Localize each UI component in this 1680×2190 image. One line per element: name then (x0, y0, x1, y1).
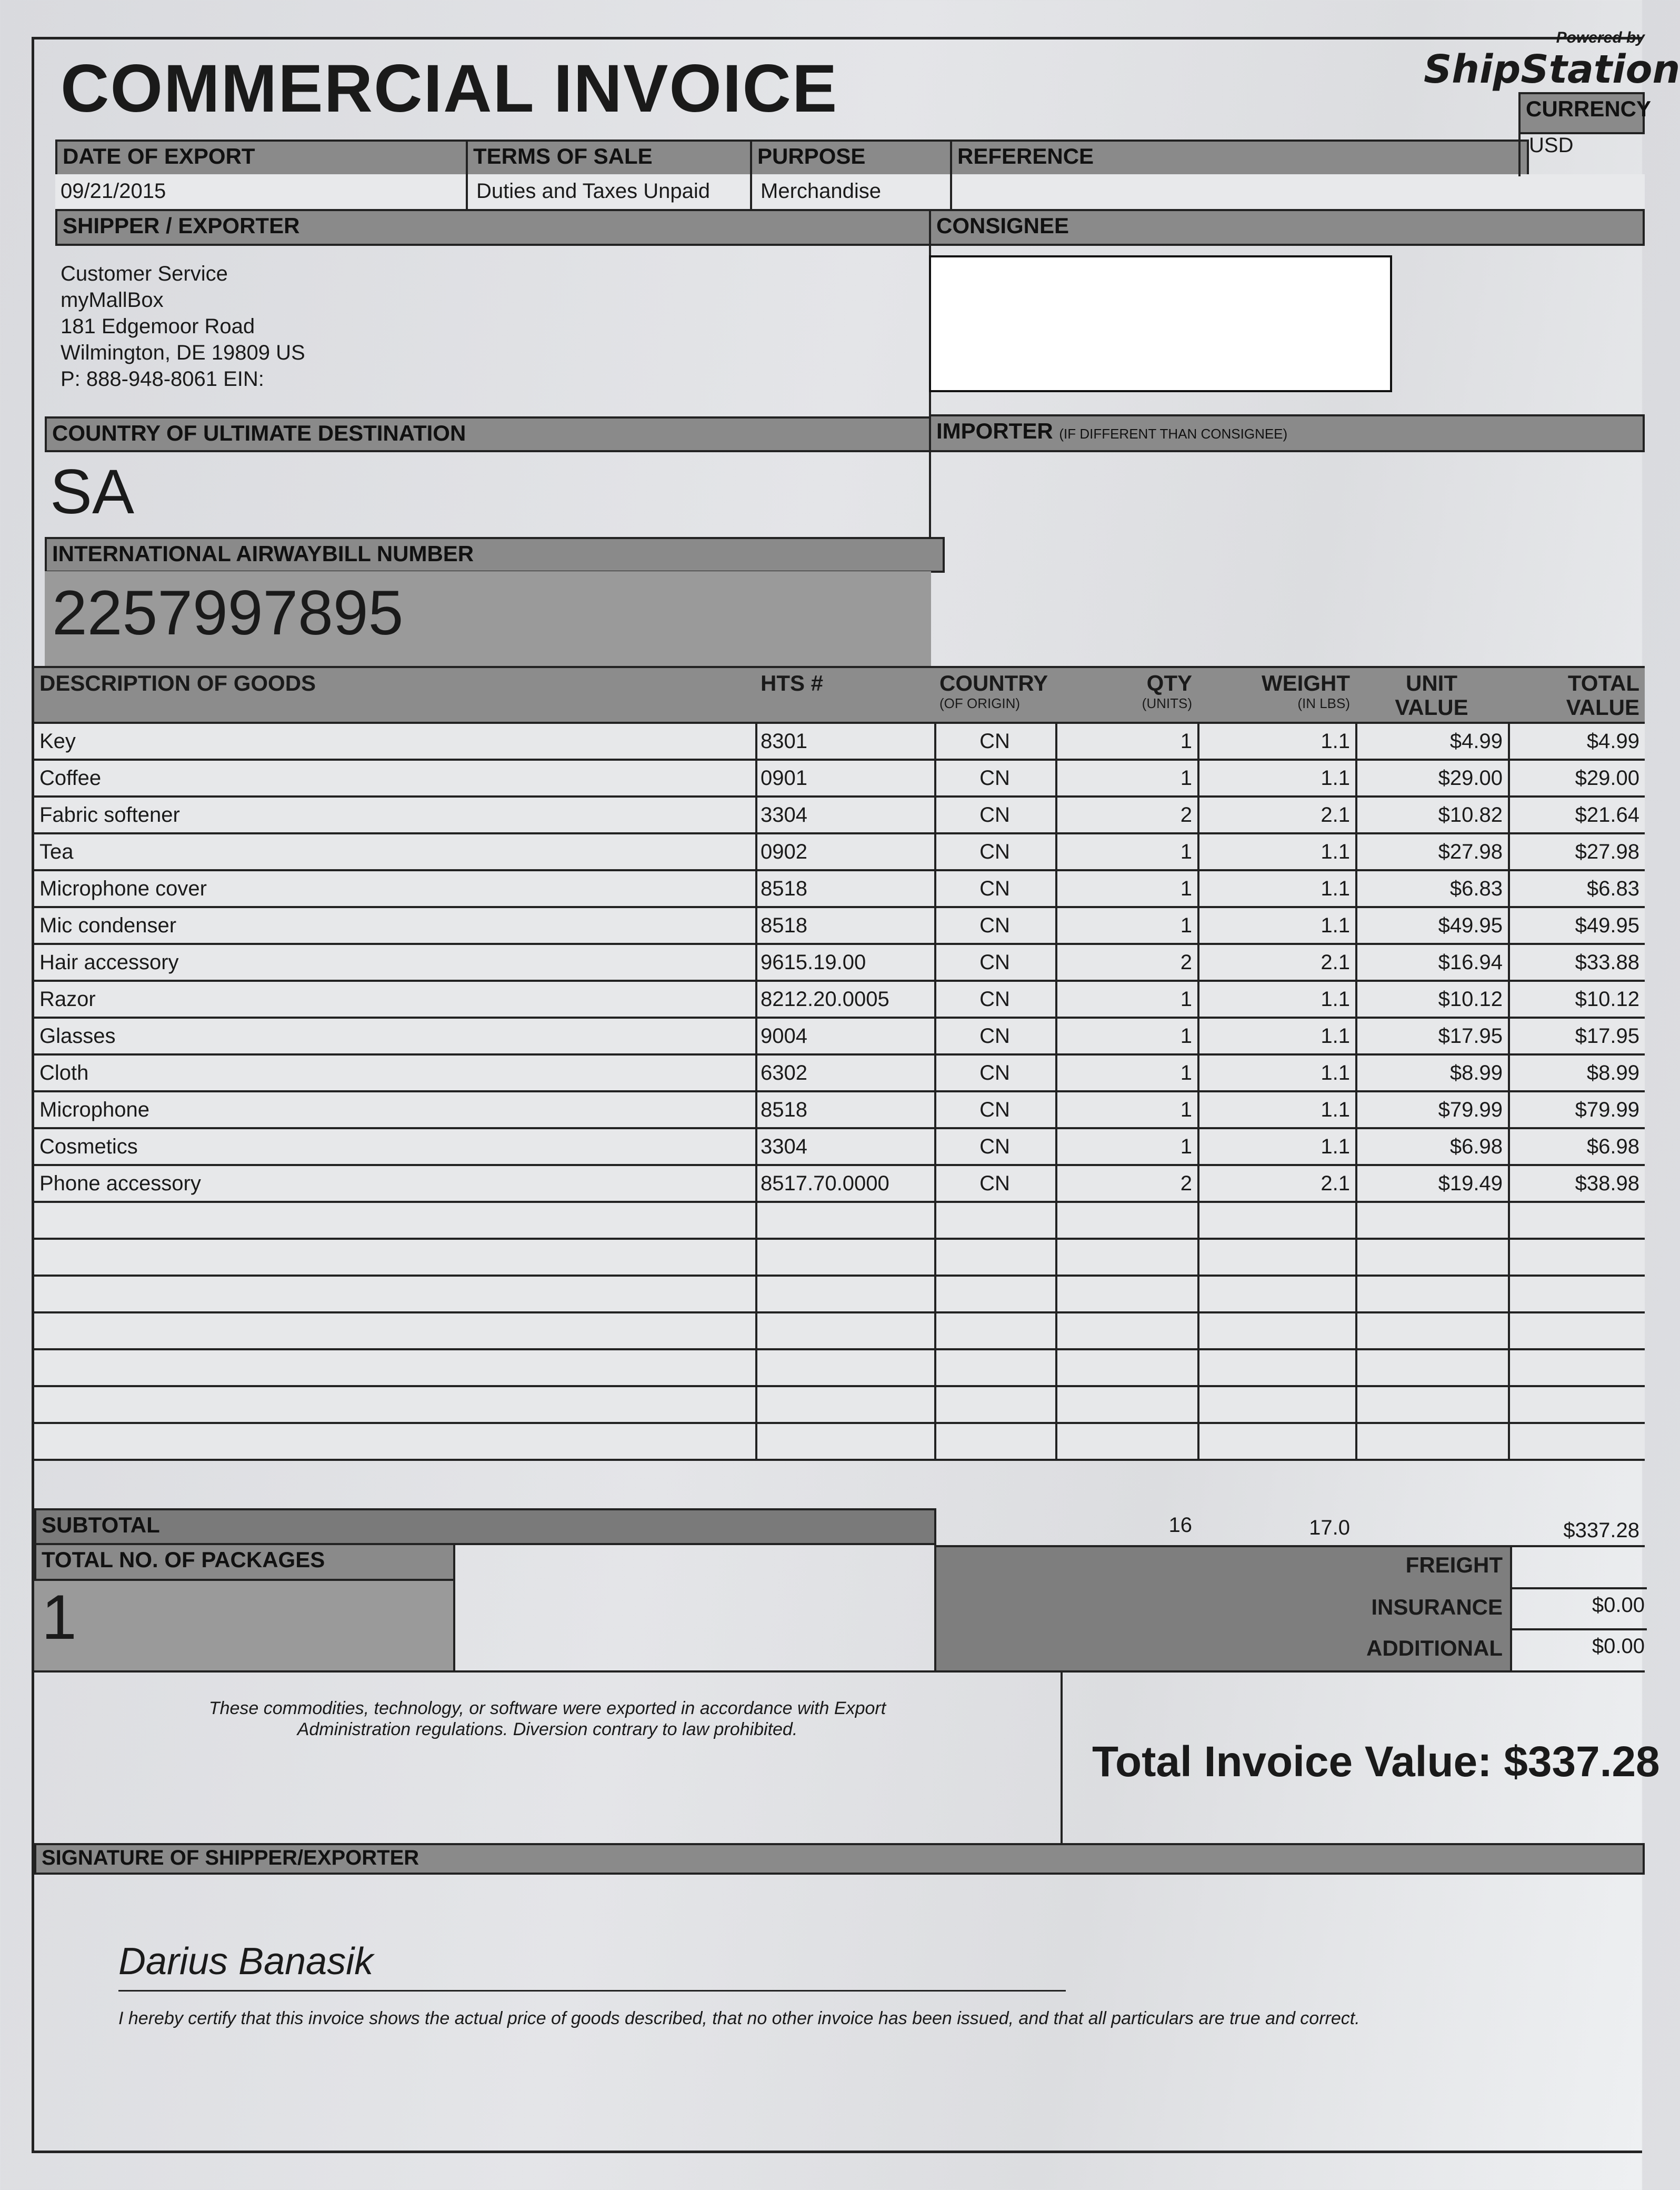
signature-label: SIGNATURE OF SHIPPER/EXPORTER (34, 1843, 1645, 1875)
cell-total-value: $21.64 (1575, 803, 1639, 827)
cell-weight: 1.1 (1321, 1061, 1350, 1084)
cell-weight: 1.1 (1321, 1024, 1350, 1048)
airwaybill-value: 2257997895 (52, 578, 404, 648)
cell-unit-value: $17.95 (1438, 1024, 1503, 1048)
cell-unit-value (1355, 1424, 1508, 1459)
cell-weight: 1.1 (1321, 766, 1350, 790)
table-row (34, 724, 1645, 761)
cell-unit-value (1355, 1387, 1508, 1422)
signature-name: Darius Banasik (118, 1940, 374, 1983)
cell-total-value: $49.95 (1575, 914, 1639, 937)
purpose-label: PURPOSE (750, 140, 961, 176)
column-divider (1197, 724, 1199, 1461)
cell-hts: 8518 (761, 1098, 807, 1121)
cell-description: Tea (39, 840, 74, 863)
cell-description: Hair accessory (39, 951, 179, 974)
date-of-export-label: DATE OF EXPORT (55, 140, 476, 176)
shipper-line: myMallBox (61, 288, 164, 312)
cell-weight (1197, 1313, 1355, 1348)
cell-unit-value (1355, 1203, 1508, 1238)
cell-total-value: $33.88 (1575, 951, 1639, 974)
col-description: DESCRIPTION OF GOODS (39, 671, 316, 695)
cell-weight (1197, 1203, 1355, 1238)
table-row (34, 982, 1645, 1019)
cell-qty: 1 (1180, 766, 1192, 790)
cell-total-value: $6.83 (1586, 877, 1639, 900)
cell-country: CN (979, 1172, 1010, 1195)
brand-name: ShipStation (1424, 47, 1680, 92)
table-row (34, 1313, 1645, 1350)
cell-weight: 2.1 (1321, 803, 1350, 827)
cell-unit-value (1355, 1350, 1508, 1385)
cell-hts (755, 1203, 934, 1238)
insurance-value: $0.00 (1592, 1594, 1645, 1617)
col-weight-label: WEIGHT (1262, 671, 1350, 695)
goods-table-header (34, 666, 1645, 724)
table-row (34, 1166, 1645, 1203)
cell-hts: 8518 (761, 914, 807, 937)
cell-total-value (1508, 1313, 1645, 1348)
table-row (34, 761, 1645, 798)
packages-value: 1 (42, 1582, 77, 1653)
cell-hts (755, 1350, 934, 1385)
col-weight (1197, 668, 1355, 714)
cell-country: CN (979, 951, 1010, 974)
cell-country: CN (979, 988, 1010, 1011)
col-qty-sub: (UNITS) (1142, 695, 1192, 711)
column-divider (1508, 724, 1510, 1461)
cell-country (934, 1203, 1055, 1238)
additional-value: $0.00 (1592, 1635, 1645, 1658)
cell-weight: 1.1 (1321, 1098, 1350, 1121)
cell-total-value: $10.12 (1575, 988, 1639, 1011)
compliance-statement (139, 1698, 955, 1740)
cell-description (34, 1350, 755, 1385)
col-qty (1055, 668, 1197, 714)
cell-country (934, 1240, 1055, 1275)
cell-weight: 2.1 (1321, 951, 1350, 974)
cell-country: CN (979, 1135, 1010, 1158)
col-unit-value-1: UNIT (1406, 671, 1457, 695)
cell-hts (755, 1313, 934, 1348)
terms-of-sale-value: Duties and Taxes Unpaid (476, 180, 710, 203)
cell-total-value: $4.99 (1586, 730, 1639, 753)
cell-total-value (1508, 1277, 1645, 1311)
document-title: COMMERCIAL INVOICE (61, 51, 838, 126)
total-invoice-value: Total Invoice Value: $337.28 (1092, 1738, 1660, 1786)
column-divider (934, 724, 936, 1461)
cell-qty: 1 (1180, 988, 1192, 1011)
charges-values (1510, 1547, 1645, 1670)
cell-country: CN (979, 766, 1010, 790)
table-row (34, 908, 1645, 945)
cell-country: CN (979, 914, 1010, 937)
col-total-value (1508, 668, 1645, 723)
column-divider (755, 724, 757, 1461)
shipstation-logo (1424, 29, 1680, 92)
consignee-redacted-box (929, 255, 1392, 392)
cell-qty (1055, 1203, 1197, 1238)
info-values-row (55, 174, 1645, 211)
cell-weight: 2.1 (1321, 1172, 1350, 1195)
cell-hts (755, 1424, 934, 1459)
table-row (34, 1350, 1645, 1387)
airwaybill-box (45, 571, 931, 666)
cell-hts (755, 1277, 934, 1311)
cell-country: CN (979, 730, 1010, 753)
cell-total-value: $38.98 (1575, 1172, 1639, 1195)
importer-label-text: IMPORTER (936, 419, 1053, 443)
table-row (34, 945, 1645, 982)
certification-statement: I hereby certify that this invoice shows the actual price of goods described, that no other invoice has been issued, and that all particulars are true and correct. (118, 2008, 1360, 2028)
cell-description: Mic condenser (39, 914, 177, 937)
col-qty-label: QTY (1146, 671, 1192, 695)
cell-qty: 1 (1180, 914, 1192, 937)
cell-qty: 1 (1180, 877, 1192, 900)
col-weight-sub: (IN LBS) (1297, 695, 1350, 711)
cell-weight: 1.1 (1321, 877, 1350, 900)
cell-weight (1197, 1277, 1355, 1311)
cell-qty: 1 (1180, 1024, 1192, 1048)
cell-description: Microphone (39, 1098, 150, 1121)
cell-total-value (1508, 1387, 1645, 1422)
table-row (34, 1019, 1645, 1056)
subtotal-weight: 17.0 (1309, 1516, 1350, 1539)
cell-hts: 8301 (761, 730, 807, 753)
powered-by-text: Powered by (1556, 29, 1645, 46)
cell-hts: 8212.20.0005 (761, 988, 889, 1011)
cell-hts: 0902 (761, 840, 807, 863)
cell-unit-value: $29.00 (1438, 766, 1503, 790)
cell-total-value (1508, 1424, 1645, 1459)
airwaybill-label: INTERNATIONAL AIRWAYBILL NUMBER (45, 537, 945, 573)
packages-box (34, 1581, 455, 1670)
table-row (34, 1056, 1645, 1092)
cell-qty (1055, 1387, 1197, 1422)
cell-hts: 6302 (761, 1061, 807, 1084)
destination-label: COUNTRY OF ULTIMATE DESTINATION (45, 416, 945, 452)
cell-qty: 1 (1180, 840, 1192, 863)
cell-hts: 0901 (761, 766, 807, 790)
cell-unit-value: $6.98 (1449, 1135, 1503, 1158)
cell-total-value (1508, 1350, 1645, 1385)
cell-country: CN (979, 1024, 1010, 1048)
cell-qty (1055, 1277, 1197, 1311)
col-total-value-2: VALUE (1566, 695, 1639, 720)
cell-description: Key (39, 730, 76, 753)
cell-hts (755, 1240, 934, 1275)
freight-label: FREIGHT (1405, 1552, 1503, 1577)
table-row (34, 1277, 1645, 1313)
charges-block (936, 1547, 1510, 1670)
cell-qty: 1 (1180, 1135, 1192, 1158)
cell-weight: 1.1 (1321, 730, 1350, 753)
cell-weight (1197, 1240, 1355, 1275)
table-row (34, 1240, 1645, 1277)
cell-total-value (1508, 1240, 1645, 1275)
column-divider (1355, 724, 1357, 1461)
cell-unit-value: $16.94 (1438, 951, 1503, 974)
shipper-line: 181 Edgemoor Road (61, 315, 255, 338)
table-row (34, 1129, 1645, 1166)
cell-description: Cloth (39, 1061, 89, 1084)
col-unit-value-2: VALUE (1395, 695, 1468, 720)
cell-qty: 2 (1180, 803, 1192, 827)
cell-unit-value: $79.99 (1438, 1098, 1503, 1121)
cell-weight: 1.1 (1321, 914, 1350, 937)
table-row (34, 834, 1645, 871)
subtotal-total: $337.28 (1563, 1519, 1639, 1542)
reference-value (955, 177, 966, 182)
cell-total-value: $27.98 (1575, 840, 1639, 863)
destination-value: SA (50, 456, 135, 527)
column-divider (1055, 724, 1057, 1461)
subtotal-qty: 16 (1168, 1514, 1192, 1537)
cell-weight (1197, 1350, 1355, 1385)
shipper-exporter-label: SHIPPER / EXPORTER (55, 209, 945, 246)
table-row (34, 1387, 1645, 1424)
cell-description (34, 1240, 755, 1275)
currency-value: USD (1529, 134, 1574, 157)
col-hts: HTS # (761, 671, 824, 695)
cell-weight: 1.1 (1321, 988, 1350, 1011)
cell-weight: 1.1 (1321, 1135, 1350, 1158)
cell-hts: 3304 (761, 803, 807, 827)
col-country-label: COUNTRY (939, 671, 1048, 695)
cell-qty (1055, 1424, 1197, 1459)
cell-description (34, 1387, 755, 1422)
purpose-value: Merchandise (761, 180, 882, 203)
date-of-export-value: 09/21/2015 (61, 180, 166, 203)
cell-qty (1055, 1313, 1197, 1348)
cell-unit-value: $4.99 (1449, 730, 1503, 753)
cell-description (34, 1424, 755, 1459)
currency-label: CURRENCY (1518, 92, 1645, 134)
col-country (934, 668, 1053, 714)
insurance-label: INSURANCE (1371, 1595, 1503, 1619)
cell-description: Fabric softener (39, 803, 180, 827)
cell-country: CN (979, 1098, 1010, 1121)
cell-country: CN (979, 1061, 1010, 1084)
shipper-line: Customer Service (61, 262, 228, 285)
cell-description: Microphone cover (39, 877, 207, 900)
cell-qty: 2 (1180, 951, 1192, 974)
cell-unit-value: $49.95 (1438, 914, 1503, 937)
cell-qty: 1 (1180, 1098, 1192, 1121)
cell-country (934, 1313, 1055, 1348)
cell-weight (1197, 1387, 1355, 1422)
cell-hts: 8518 (761, 877, 807, 900)
terms-of-sale-label: TERMS OF SALE (466, 140, 761, 176)
subtotal-label: SUBTOTAL (34, 1508, 936, 1545)
cell-country (934, 1350, 1055, 1385)
cell-hts: 8517.70.0000 (761, 1172, 889, 1195)
cell-description (34, 1203, 755, 1238)
cell-qty: 1 (1180, 730, 1192, 753)
cell-description (34, 1277, 755, 1311)
compliance-line: These commodities, technology, or software were exported in accordance with Export (208, 1698, 886, 1718)
cell-weight: 1.1 (1321, 840, 1350, 863)
cell-description: Phone accessory (39, 1172, 201, 1195)
cell-total-value: $29.00 (1575, 766, 1639, 790)
cell-unit-value: $10.82 (1438, 803, 1503, 827)
cell-country: CN (979, 840, 1010, 863)
shipper-line: P: 888-948-8061 EIN: (61, 367, 264, 391)
invoice-sheet (32, 29, 1680, 2153)
shipper-line: Wilmington, DE 19809 US (61, 341, 305, 364)
cell-description: Glasses (39, 1024, 116, 1048)
cell-country (934, 1277, 1055, 1311)
cell-qty: 1 (1180, 1061, 1192, 1084)
reference-label: REFERENCE (950, 140, 1529, 176)
cell-qty (1055, 1350, 1197, 1385)
compliance-line: Administration regulations. Diversion contrary to law prohibited. (297, 1719, 798, 1739)
cell-total-value: $8.99 (1586, 1061, 1639, 1084)
cell-unit-value: $19.49 (1438, 1172, 1503, 1195)
cell-unit-value: $27.98 (1438, 840, 1503, 863)
cell-unit-value (1355, 1277, 1508, 1311)
cell-weight (1197, 1424, 1355, 1459)
packages-label: TOTAL NO. OF PACKAGES (34, 1543, 455, 1581)
cell-description: Cosmetics (39, 1135, 138, 1158)
cell-country: CN (979, 803, 1010, 827)
cell-description: Razor (39, 988, 96, 1011)
cell-description: Coffee (39, 766, 102, 790)
cell-unit-value (1355, 1313, 1508, 1348)
additional-label: ADDITIONAL (1366, 1636, 1503, 1660)
cell-unit-value: $6.83 (1449, 877, 1503, 900)
table-row (34, 1092, 1645, 1129)
cell-hts (755, 1387, 934, 1422)
shipper-address (61, 261, 305, 392)
table-row (34, 798, 1645, 834)
cell-hts: 3304 (761, 1135, 807, 1158)
consignee-label: CONSIGNEE (929, 209, 1645, 246)
table-row (34, 871, 1645, 908)
table-row (34, 1424, 1645, 1461)
cell-hts: 9004 (761, 1024, 807, 1048)
col-total-value-1: TOTAL (1567, 671, 1639, 695)
cell-total-value: $79.99 (1575, 1098, 1639, 1121)
cell-total-value (1508, 1203, 1645, 1238)
cell-qty: 2 (1180, 1172, 1192, 1195)
cell-total-value: $17.95 (1575, 1024, 1639, 1048)
cell-country (934, 1424, 1055, 1459)
cell-hts: 9615.19.00 (761, 951, 866, 974)
importer-note: (IF DIFFERENT THAN CONSIGNEE) (1059, 426, 1288, 442)
cell-description (34, 1313, 755, 1348)
col-unit-value (1355, 668, 1508, 723)
cell-country: CN (979, 877, 1010, 900)
cell-total-value: $6.98 (1586, 1135, 1639, 1158)
col-country-sub: (OF ORIGIN) (939, 695, 1021, 711)
cell-qty (1055, 1240, 1197, 1275)
cell-country (934, 1387, 1055, 1422)
table-row (34, 1203, 1645, 1240)
cell-unit-value: $8.99 (1449, 1061, 1503, 1084)
cell-unit-value: $10.12 (1438, 988, 1503, 1011)
importer-label (929, 414, 1645, 452)
cell-unit-value (1355, 1240, 1508, 1275)
